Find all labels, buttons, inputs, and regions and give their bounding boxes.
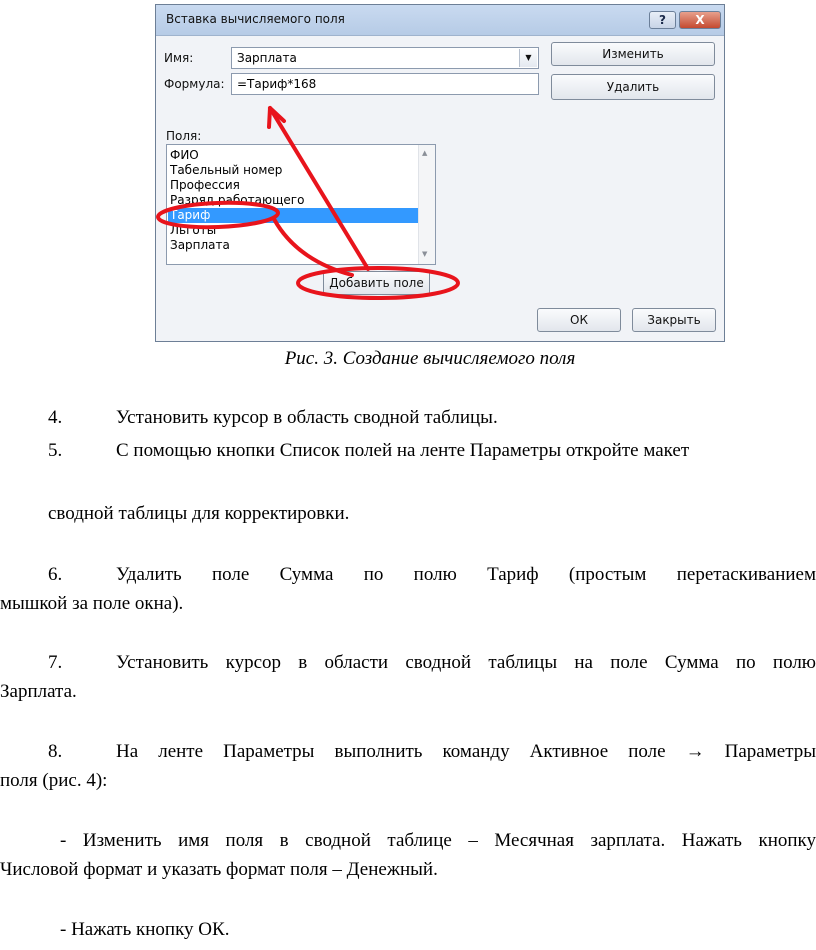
step-number: 8. (48, 741, 63, 762)
modify-button[interactable]: Изменить (551, 42, 715, 66)
help-button[interactable]: ? (649, 11, 676, 29)
list-item[interactable]: Профессия (170, 178, 240, 192)
figure-caption: Рис. 3. Создание вычисляемого поля (284, 348, 576, 369)
formula-value: =Тариф*168 (237, 77, 317, 91)
formula-label: Формула: (164, 77, 225, 91)
dialog-title: Вставка вычисляемого поля (166, 12, 345, 26)
step-7-line-1: Установить курсор в области сводной таблицы на поле Сумма по полю (116, 652, 816, 673)
list-item[interactable]: ФИО (170, 148, 199, 162)
step-4-text: Установить курсор в область сводной таблицы. (116, 407, 498, 428)
close-icon[interactable]: X (679, 11, 721, 29)
formula-input[interactable] (231, 73, 539, 95)
name-value: Зарплата (237, 51, 297, 65)
scroll-down-icon[interactable]: ▼ (422, 250, 428, 258)
fields-listbox[interactable] (166, 144, 436, 265)
dialog-titlebar (156, 5, 724, 36)
step-5-continuation: сводной таблицы для корректировки. (48, 503, 350, 524)
close-button[interactable]: Закрыть (632, 308, 716, 332)
bullet-2: - Нажать кнопку ОК. (60, 919, 230, 940)
list-scrollbar[interactable] (418, 145, 435, 264)
step-number: 6. (48, 564, 63, 585)
fields-label: Поля: (166, 129, 202, 143)
list-item[interactable]: Льготы (170, 223, 217, 237)
step-6-line-1: Удалить поле Сумма по полю Тариф (простым перетаскиванием (116, 564, 816, 585)
chevron-down-icon[interactable]: ▼ (519, 49, 537, 67)
step-6-line-2: мышкой за поле окна). (0, 593, 184, 614)
step-number: 7. (48, 652, 63, 673)
delete-button[interactable]: Удалить (551, 74, 715, 100)
arrowhead (269, 108, 284, 127)
list-item-selected[interactable]: Тариф (168, 208, 420, 223)
bullet-1-line-1: - Изменить имя поля в сводной таблице – Месячная зарплата. Нажать кнопку (60, 830, 816, 851)
step-8-line-1: На ленте Параметры выполнить команду Активное поле → Параметры (116, 741, 816, 762)
add-field-button[interactable]: Добавить поле (323, 271, 430, 295)
scroll-up-icon[interactable]: ▲ (422, 149, 428, 157)
name-combobox[interactable] (231, 47, 539, 69)
step-5-text: С помощью кнопки Список полей на ленте Параметры откройте макет (116, 440, 690, 461)
step-7-line-2: Зарплата. (0, 681, 77, 702)
insert-calculated-field-dialog (155, 4, 725, 342)
list-item[interactable]: Зарплата (170, 238, 230, 252)
name-label: Имя: (164, 51, 194, 65)
list-item[interactable]: Разряд работающего (170, 193, 305, 207)
step-number: 4. (48, 407, 63, 428)
ok-button[interactable]: ОК (537, 308, 621, 332)
bullet-1-line-2: Числовой формат и указать формат поля – Денежный. (0, 859, 438, 880)
step-number: 5. (48, 440, 63, 461)
step-8-line-2: поля (рис. 4): (0, 770, 108, 791)
list-item[interactable]: Табельный номер (170, 163, 283, 177)
